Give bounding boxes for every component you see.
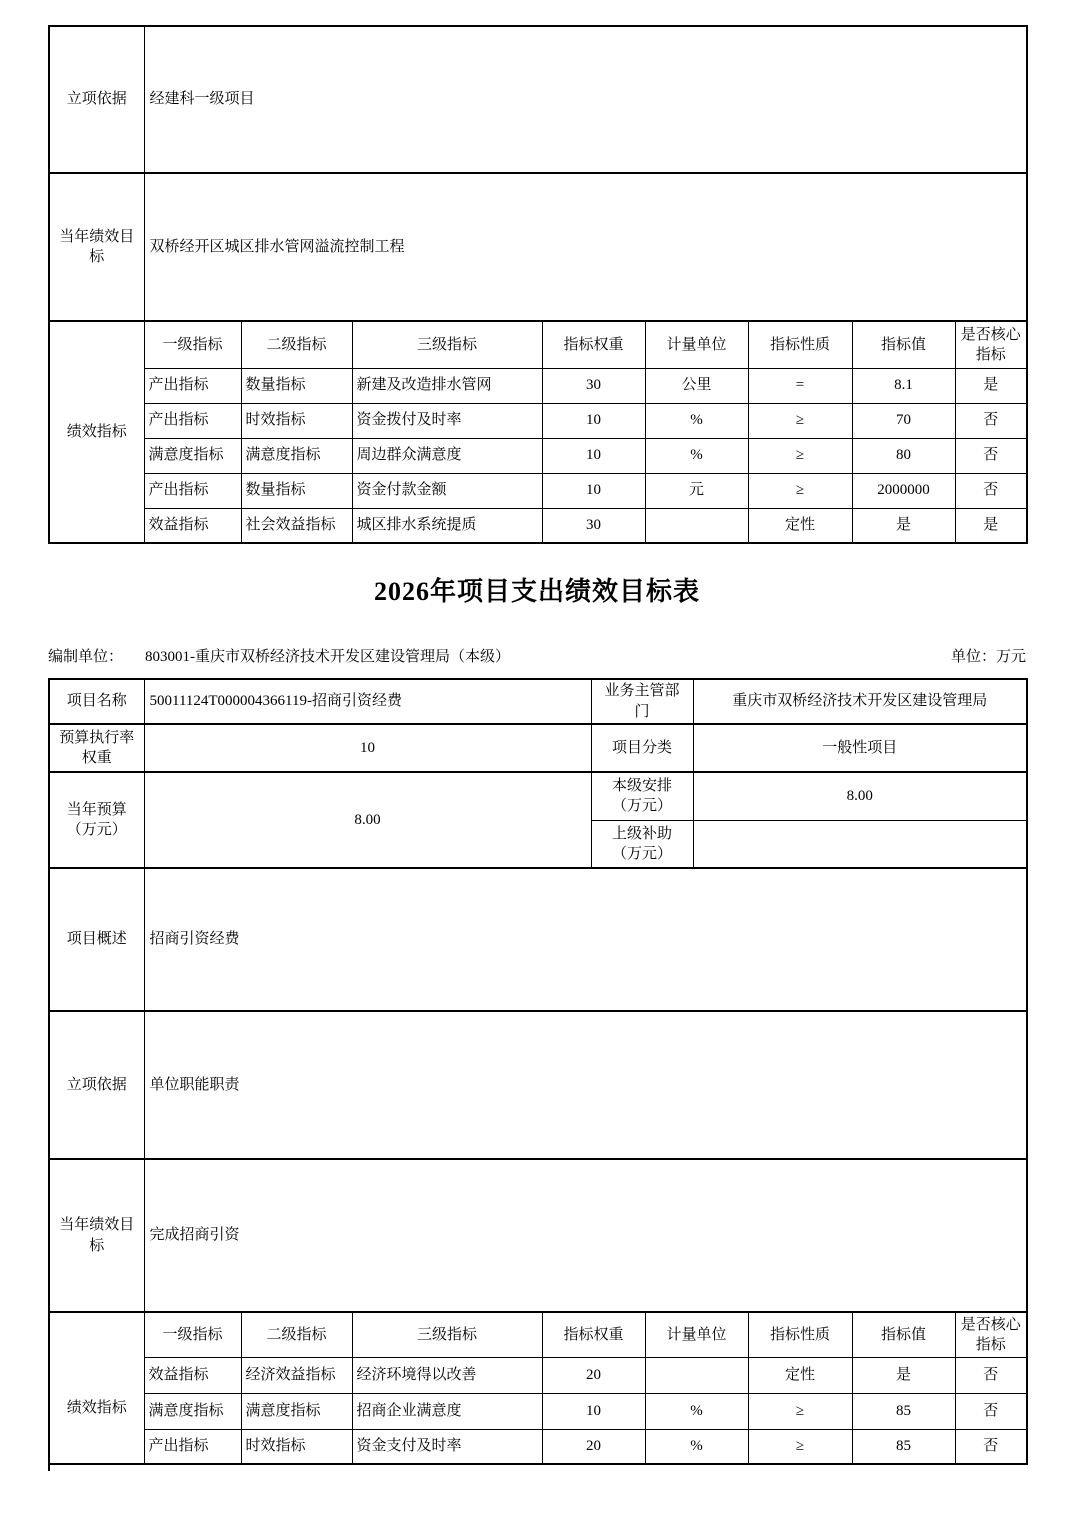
t2-ind-r0-level3: 经济环境得以改善: [352, 1357, 542, 1393]
t1-ind-r2-core: 否: [955, 438, 1027, 473]
t1-ind-r2-level2: 满意度指标: [241, 438, 352, 473]
prepared-by-label: 编制单位：: [48, 649, 124, 665]
t2-ind-r1-level1: 满意度指标: [144, 1393, 241, 1429]
t2-ind-r0-unit: [645, 1357, 748, 1393]
t2-local-label: 本级安排（万元）: [591, 772, 693, 820]
prepared-by: [48, 645, 510, 666]
table-row: [49, 438, 1027, 473]
table-row: [49, 1357, 1027, 1393]
t1-ind-r3-weight: 10: [542, 473, 645, 508]
t2-budget-value: 8.00: [144, 772, 591, 868]
t2-ind-r1-nature: ≥: [748, 1393, 852, 1429]
page-title: 2026年项目支出绩效目标表: [373, 577, 700, 606]
t2-ind-r2-weight: 20: [542, 1429, 645, 1464]
table-row: [49, 1429, 1027, 1464]
t1-goal-label: 当年绩效目标: [49, 173, 144, 321]
t2-budget-label: 当年预算（万元）: [49, 772, 144, 868]
t1-ind-header-nature: 指标性质: [748, 321, 852, 368]
t1-ind-r0-level3: 新建及改造排水管网: [352, 368, 542, 403]
t2-higher-value: [693, 820, 1027, 868]
t1-ind-r2-level1: 满意度指标: [144, 438, 241, 473]
t2-category-label: 项目分类: [591, 724, 693, 772]
t1-ind-r4-weight: 30: [542, 508, 645, 543]
t1-ind-r4-unit: [645, 508, 748, 543]
t1-ind-r1-level3: 资金拨付及时率: [352, 403, 542, 438]
t2-ind-header-level2: 二级指标: [241, 1312, 352, 1357]
t1-indicators-section-label: 绩效指标: [49, 321, 144, 543]
table-row: [49, 508, 1027, 543]
t1-ind-header-weight: 指标权重: [542, 321, 645, 368]
cutoff-border-stub: [48, 1464, 50, 1471]
table2-project-info: [48, 678, 1028, 1313]
t2-ind-header-level1: 一级指标: [144, 1312, 241, 1357]
t2-overview-value: 招商引资经费: [144, 868, 1027, 1011]
t2-goal-value: 完成招商引资: [144, 1159, 1027, 1312]
t1-ind-r1-weight: 10: [542, 403, 645, 438]
t1-ind-r0-weight: 30: [542, 368, 645, 403]
unit-note: 单位：万元: [950, 649, 1026, 665]
t1-ind-header-level1: 一级指标: [144, 321, 241, 368]
t2-ind-r0-value: 是: [852, 1357, 955, 1393]
t1-ind-r3-level2: 数量指标: [241, 473, 352, 508]
t2-category-value: 一般性项目: [693, 724, 1027, 772]
t1-ind-r2-level3: 周边群众满意度: [352, 438, 542, 473]
t2-overview-label: 项目概述: [49, 868, 144, 1011]
t2-ind-r1-level3: 招商企业满意度: [352, 1393, 542, 1429]
t1-ind-r0-level2: 数量指标: [241, 368, 352, 403]
t2-project-name-label: 项目名称: [49, 679, 144, 724]
t1-ind-r3-core: 否: [955, 473, 1027, 508]
table1-performance-targets: [48, 25, 1028, 544]
t1-ind-r1-core: 否: [955, 403, 1027, 438]
t2-basis-label: 立项依据: [49, 1011, 144, 1159]
t1-ind-r3-nature: ≥: [748, 473, 852, 508]
t2-ind-r2-value: 85: [852, 1429, 955, 1464]
t1-ind-r1-value: 70: [852, 403, 955, 438]
t2-dept-label: 业务主管部门: [591, 679, 693, 724]
t1-ind-r1-nature: ≥: [748, 403, 852, 438]
table-row: [49, 1393, 1027, 1429]
t2-exec-rate-label: 预算执行率权重: [49, 724, 144, 772]
t2-ind-r0-weight: 20: [542, 1357, 645, 1393]
table-row: [49, 368, 1027, 403]
t2-basis-value: 单位职能职责: [144, 1011, 1027, 1159]
t1-ind-r1-level2: 时效指标: [241, 403, 352, 438]
t2-ind-r1-core: 否: [955, 1393, 1027, 1429]
t1-ind-r2-weight: 10: [542, 438, 645, 473]
t1-ind-r2-value: 80: [852, 438, 955, 473]
t2-ind-header-nature: 指标性质: [748, 1312, 852, 1357]
t1-ind-r4-level1: 效益指标: [144, 508, 241, 543]
t2-ind-header-unit: 计量单位: [645, 1312, 748, 1357]
t1-ind-r3-level1: 产出指标: [144, 473, 241, 508]
table-row: [49, 403, 1027, 438]
t2-ind-header-core: 是否核心指标: [955, 1312, 1027, 1357]
t2-ind-r2-level3: 资金支付及时率: [352, 1429, 542, 1464]
t2-ind-r2-unit: %: [645, 1429, 748, 1464]
t1-ind-r1-unit: %: [645, 403, 748, 438]
t1-ind-header-level2: 二级指标: [241, 321, 352, 368]
t2-ind-r2-core: 否: [955, 1429, 1027, 1464]
t1-ind-r3-value: 2000000: [852, 473, 955, 508]
t2-indicators-section-label: 绩效指标: [49, 1312, 144, 1464]
t1-ind-r0-nature: =: [748, 368, 852, 403]
prepared-by-value: 803001-重庆市双桥经济技术开发区建设管理局（本级）: [145, 649, 511, 665]
t2-higher-label: 上级补助（万元）: [591, 820, 693, 868]
t2-project-name-value: 50011124T000004366119-招商引资经费: [144, 679, 591, 724]
t2-ind-r0-level1: 效益指标: [144, 1357, 241, 1393]
t2-ind-r1-level2: 满意度指标: [241, 1393, 352, 1429]
t1-ind-r2-unit: %: [645, 438, 748, 473]
t1-ind-r3-level3: 资金付款金额: [352, 473, 542, 508]
t2-ind-r1-unit: %: [645, 1393, 748, 1429]
t1-basis-value: 经建科一级项目: [144, 26, 1027, 173]
t2-ind-header-level3: 三级指标: [352, 1312, 542, 1357]
t1-ind-r0-value: 8.1: [852, 368, 955, 403]
t2-goal-label: 当年绩效目标: [49, 1159, 144, 1312]
table2-performance-indicators: [48, 1311, 1028, 1465]
t1-ind-r4-core: 是: [955, 508, 1027, 543]
t2-exec-rate-value: 10: [144, 724, 591, 772]
t1-ind-r0-unit: 公里: [645, 368, 748, 403]
t1-ind-r4-level3: 城区排水系统提质: [352, 508, 542, 543]
t1-ind-r0-level1: 产出指标: [144, 368, 241, 403]
meta-line: [48, 645, 1026, 666]
t1-goal-value: 双桥经开区城区排水管网溢流控制工程: [144, 173, 1027, 321]
t1-ind-r4-level2: 社会效益指标: [241, 508, 352, 543]
t2-ind-header-value: 指标值: [852, 1312, 955, 1357]
t2-ind-r1-weight: 10: [542, 1393, 645, 1429]
t1-ind-header-value: 指标值: [852, 321, 955, 368]
t2-ind-r2-level1: 产出指标: [144, 1429, 241, 1464]
t2-ind-r0-nature: 定性: [748, 1357, 852, 1393]
t2-ind-r0-core: 否: [955, 1357, 1027, 1393]
t2-ind-r2-nature: ≥: [748, 1429, 852, 1464]
t1-ind-r4-value: 是: [852, 508, 955, 543]
t1-ind-r4-nature: 定性: [748, 508, 852, 543]
t2-ind-r1-value: 85: [852, 1393, 955, 1429]
t2-dept-value: 重庆市双桥经济技术开发区建设管理局: [693, 679, 1027, 724]
t2-ind-header-weight: 指标权重: [542, 1312, 645, 1357]
t1-ind-r2-nature: ≥: [748, 438, 852, 473]
t1-ind-r1-level1: 产出指标: [144, 403, 241, 438]
t2-ind-r0-level2: 经济效益指标: [241, 1357, 352, 1393]
t1-ind-header-level3: 三级指标: [352, 321, 542, 368]
t1-ind-header-unit: 计量单位: [645, 321, 748, 368]
t1-ind-r3-unit: 元: [645, 473, 748, 508]
t1-basis-label: 立项依据: [49, 26, 144, 173]
t2-ind-r2-level2: 时效指标: [241, 1429, 352, 1464]
t2-local-value: 8.00: [693, 772, 1027, 820]
t1-ind-r0-core: 是: [955, 368, 1027, 403]
t1-ind-header-core: 是否核心指标: [955, 321, 1027, 368]
table-row: [49, 473, 1027, 508]
